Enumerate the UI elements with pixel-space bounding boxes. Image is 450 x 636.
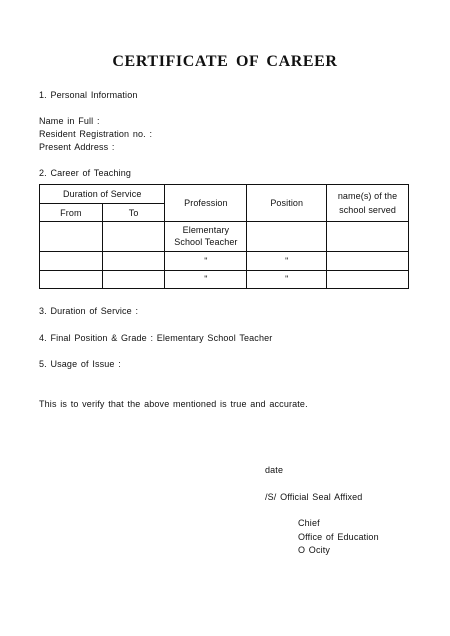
duration-header: Duration of Service (40, 185, 165, 204)
signatory-city: O Ocity (298, 545, 331, 555)
official-seal-text: /S/ Official Seal Affixed (265, 492, 363, 502)
school-cell (327, 222, 409, 251)
to-cell (102, 251, 165, 270)
signatory-title: Chief (298, 518, 320, 528)
date-label: date (265, 465, 284, 475)
section-usage: 5. Usage of Issue : (39, 359, 121, 369)
from-header: From (40, 204, 103, 222)
school-cell (327, 270, 409, 288)
from-cell (40, 222, 103, 251)
to-header: To (102, 204, 165, 222)
from-cell (40, 270, 103, 288)
school-cell (327, 251, 409, 270)
position-cell: " (247, 251, 327, 270)
present-address-label: Present Address : (39, 142, 115, 152)
verification-statement: This is to verify that the above mentioned is true and accurate. (39, 399, 308, 409)
profession-header: Profession (165, 185, 247, 222)
section-personal-heading: 1. Personal Information (39, 90, 138, 100)
name-in-full-label: Name in Full : (39, 116, 100, 126)
table-header-row (40, 185, 409, 204)
profession-cell: " (165, 251, 247, 270)
position-header: Position (247, 185, 327, 222)
section-career-heading: 2. Career of Teaching (39, 168, 132, 178)
signatory-office: Office of Education (298, 532, 379, 542)
table-row (40, 222, 409, 251)
table-row (40, 270, 409, 288)
position-cell: " (247, 270, 327, 288)
school-header: name(s) of the school served (327, 185, 409, 222)
to-cell (102, 222, 165, 251)
section-final-position: 4. Final Position & Grade : Elementary School Teacher (39, 333, 273, 343)
registration-number-label: Resident Registration no. : (39, 129, 153, 139)
career-table (39, 184, 409, 289)
position-cell (247, 222, 327, 251)
profession-cell: " (165, 270, 247, 288)
document-title: CERTIFICATE OF CAREER (112, 53, 338, 70)
section-duration: 3. Duration of Service : (39, 306, 139, 316)
profession-cell: Elementary School Teacher (165, 222, 247, 251)
to-cell (102, 270, 165, 288)
table-row (40, 251, 409, 270)
from-cell (40, 251, 103, 270)
